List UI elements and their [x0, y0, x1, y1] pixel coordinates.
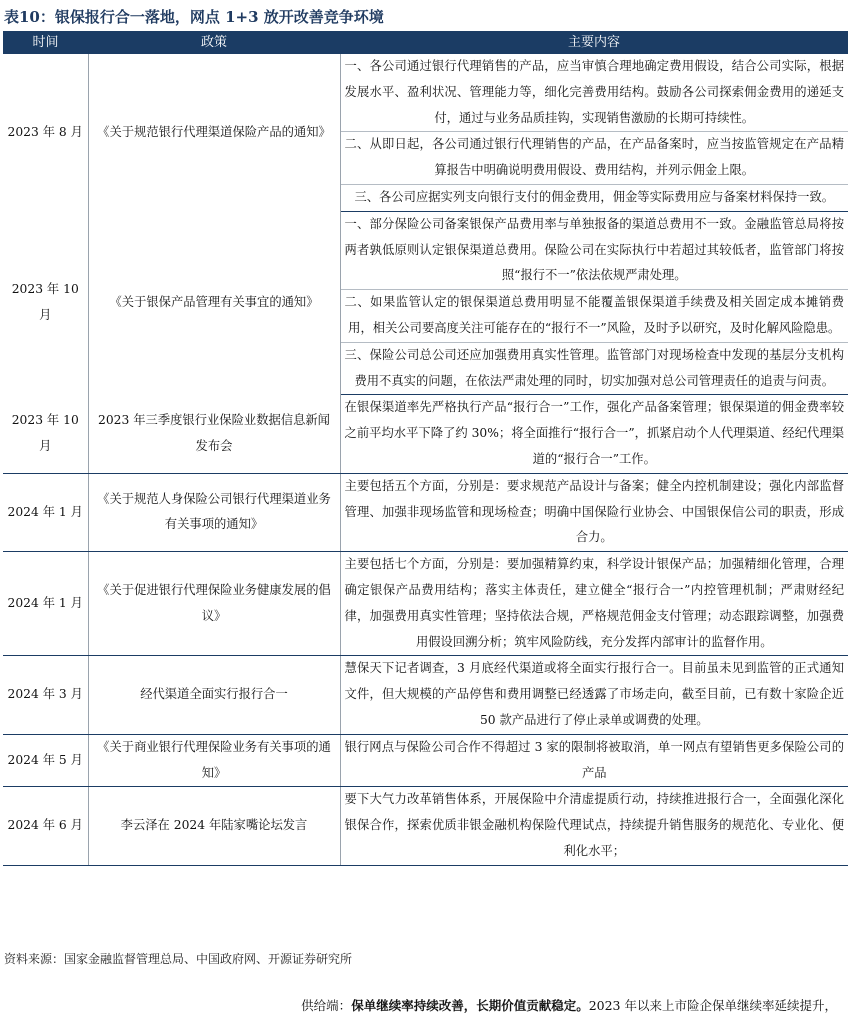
table-row: [3, 211, 848, 289]
row-content-item: 三、各公司应据实列支向银行支付的佣金费用，佣金等实际费用应与备案材料保持一致。: [340, 184, 848, 211]
source-note: 资料来源：国家金融监督管理总局、中国政府网、开源证券研究所: [4, 952, 353, 966]
row-time: 2023 年 10 月: [3, 211, 88, 395]
row-time: 2024 年 1 月: [3, 552, 88, 656]
footer-label: 供给端：: [301, 998, 352, 1013]
footer-bold: 保单继续率持续改善，长期价值贡献稳定。: [351, 998, 589, 1013]
row-time: 2024 年 1 月: [3, 473, 88, 551]
table-row: [3, 552, 848, 656]
policy-table: [3, 31, 848, 866]
footer-text: 2023 年以来上市险企保单继续率延续提升，: [588, 998, 837, 1013]
row-content-item: 二、从即日起，各公司通过银行代理销售的产品，在产品备案时，应当按监管规定在产品精算报告中明确说明费用假设、费用结构，并列示佣金上限。: [340, 132, 848, 185]
table-header-row: [3, 31, 848, 54]
table-row: [3, 656, 848, 734]
row-content-item: 在银保渠道率先严格执行产品“报行合一”工作，强化产品备案管理；银保渠道的佣金费率较之前平均水平下降了约 30%；将全面推行“报行合一”，抓紧启动个人代理渠道、经纪代理渠道的“报行合一”工作。: [340, 395, 848, 473]
row-policy: 《关于规范人身保险公司银行代理渠道业务有关事项的通知》: [88, 473, 340, 551]
row-policy: 2023 年三季度银行业保险业数据信息新闻发布会: [88, 395, 340, 473]
table-row: [3, 787, 848, 865]
row-content-item: 银行网点与保险公司合作不得超过 3 家的限制将被取消，单一网点有望销售更多保险公司的产品: [340, 734, 848, 787]
row-content-item: 一、各公司通过银行代理销售的产品，应当审慎合理地确定费用假设，结合公司实际，根据发展水平、盈利状况、管理能力等，细化完善费用结构。鼓励各公司探索佣金费用的递延支付，通过与业务品质挂钩，实现销售激励的长期可持续性。: [340, 54, 848, 132]
row-content-item: 慧保天下记者调查，3 月底经代渠道或将全面实行报行合一。目前虽未见到监管的正式通知文件，但大规模的产品停售和费用调整已经透露了市场走向，截至目前，已有数十家险企近 50 款产品进行了停止录单或调费的处理。: [340, 656, 848, 734]
row-time: 2024 年 6 月: [3, 787, 88, 865]
row-content-item: 一、部分保险公司备案银保产品费用率与单独报备的渠道总费用不一致。金融监管总局将按两者孰低原则认定银保渠道总费用。保险公司在实际执行中若超过其较低者，监管部门将按照“报行不一”依法依规严肃处理。: [340, 211, 848, 289]
header-content: 主要内容: [340, 31, 848, 54]
row-content-item: 要下大气力改革销售体系，开展保险中介清虚提质行动，持续推进报行合一，全面强化深化银保合作，探索优质非银金融机构保险代理试点，持续提升销售服务的规范化、专业化、便利化水平；: [340, 787, 848, 865]
row-policy: 李云泽在 2024 年陆家嘴论坛发言: [88, 787, 340, 865]
row-policy: 经代渠道全面实行报行合一: [88, 656, 340, 734]
row-policy: 《关于规范银行代理渠道保险产品的通知》: [88, 54, 340, 211]
header-time: 时间: [3, 31, 88, 54]
table-row: [3, 734, 848, 787]
table-row: [3, 473, 848, 551]
row-policy: 《关于促进银行代理保险业务健康发展的倡议》: [88, 552, 340, 656]
table-title: 表10：银保报行合一落地，网点 1+3 放开改善竞争环境: [4, 8, 384, 26]
row-policy: 《关于银保产品管理有关事宜的通知》: [88, 211, 340, 395]
row-content-item: 二、如果监管认定的银保渠道总费用明显不能覆盖银保渠道手续费及相关固定成本摊销费用，相关公司要高度关注可能存在的“报行不一”风险，及时予以研究，及时化解风险隐患。: [340, 290, 848, 343]
row-time: 2024 年 5 月: [3, 734, 88, 787]
row-time: 2024 年 3 月: [3, 656, 88, 734]
row-policy: 《关于商业银行代理保险业务有关事项的通知》: [88, 734, 340, 787]
header-policy: 政策: [88, 31, 340, 54]
row-time: 2023 年 10 月: [3, 395, 88, 473]
row-content-item: 主要包括五个方面，分别是：要求规范产品设计与备案；健全内控机制建设；强化内部监督管理、加强非现场监管和现场检查；明确中国保险行业协会、中国银保信公司的职责，形成合力。: [340, 473, 848, 551]
footer-paragraph: [301, 996, 837, 1014]
table-row: [3, 54, 848, 132]
row-time: 2023 年 8 月: [3, 54, 88, 211]
table-row: [3, 395, 848, 473]
row-content-item: 主要包括七个方面，分别是：要加强精算约束，科学设计银保产品；加强精细化管理，合理确定银保产品费用结构；落实主体责任，建立健全“报行合一”内控管理机制；严肃财经纪律，加强费用真实性管理；坚持依法合规，严格规范佣金支付管理；动态跟踪调整，加强费用假设回溯分析；筑牢风险防线，充分发挥内部审计的监督作用。: [340, 552, 848, 656]
row-content-item: 三、保险公司总公司还应加强费用真实性管理。监管部门对现场检查中发现的基层分支机构费用不真实的问题，在依法严肃处理的同时，切实加强对总公司管理责任的追责与问责。: [340, 342, 848, 395]
